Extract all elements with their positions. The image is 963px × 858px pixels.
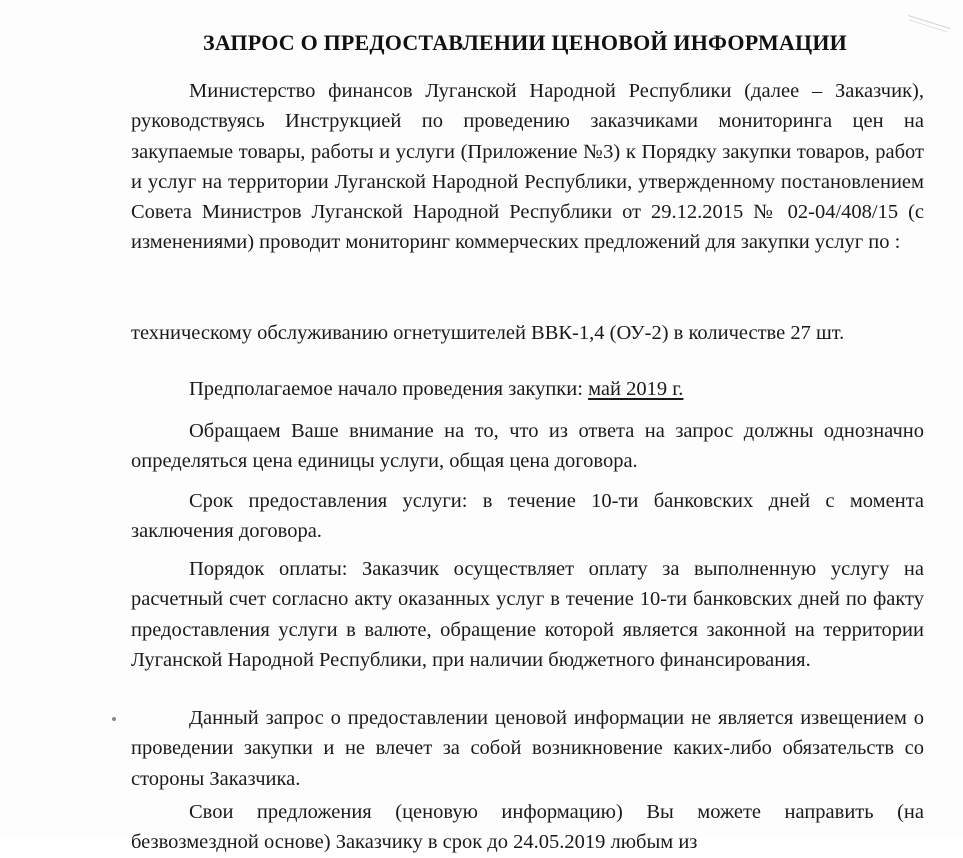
payment-paragraph: Порядок оплаты: Заказчик осуществляет оплату за выполненную услугу на расчетный счет согласно акту оказанных услуг в течение 10-ти банковских дней по факту предоставления услуги в валюте, обращение которой является законной на территории Луганской Народной Республики, при наличии бюджетного финансирования. <box>131 558 924 671</box>
start-label: Предполагаемое начало проведения закупки: <box>189 378 589 400</box>
start-paragraph <box>131 374 924 404</box>
term-paragraph: Срок предоставления услуги: в течение 10-ти банковских дней с момента заключения договора. <box>131 490 924 543</box>
subject-paragraph: техническому обслуживанию огнетушителей ВВК-1,4 (ОУ-2) в количестве 27 шт. <box>131 322 845 344</box>
attention-paragraph: Обращаем Ваше внимание на то, что из ответа на запрос должны однозначно определяться цена единицы услуги, общая цена договора. <box>131 420 924 473</box>
proposals-paragraph: Свои предложения (ценовую информацию) Вы можете направить (на безвозмездной основе) Заказчику в срок до 24.05.2019 любым из <box>131 801 924 854</box>
disclaimer-paragraph: Данный запрос о предоставлении ценовой информации не является извещением о проведении закупки и не влечет за собой возникновение каких-либо обязательств со стороны Заказчика. <box>131 707 924 790</box>
scan-dot <box>112 717 116 721</box>
document-title: ЗАПРОС О ПРЕДОСТАВЛЕНИИ ЦЕНОВОЙ ИНФОРМАЦИИ <box>203 30 847 55</box>
intro-paragraph: Министерство финансов Луганской Народной Республики (далее – Заказчик), руководствуясь Инструкцией по проведению заказчиками мониторинга цен на закупаемые товары, работы и услуги (Приложение №3) к Порядку закупки товаров, работ и услуг на территории Луганской Народной Республики, утвержденному постановлением Совета Министров Луганской Народной Республики от 29.12.2015 № 02-04/408/15 (с изменениями) проводит мониторинг коммерческих предложений для закупки услуг по : <box>131 80 924 254</box>
start-value: май 2019 г. <box>588 378 684 400</box>
